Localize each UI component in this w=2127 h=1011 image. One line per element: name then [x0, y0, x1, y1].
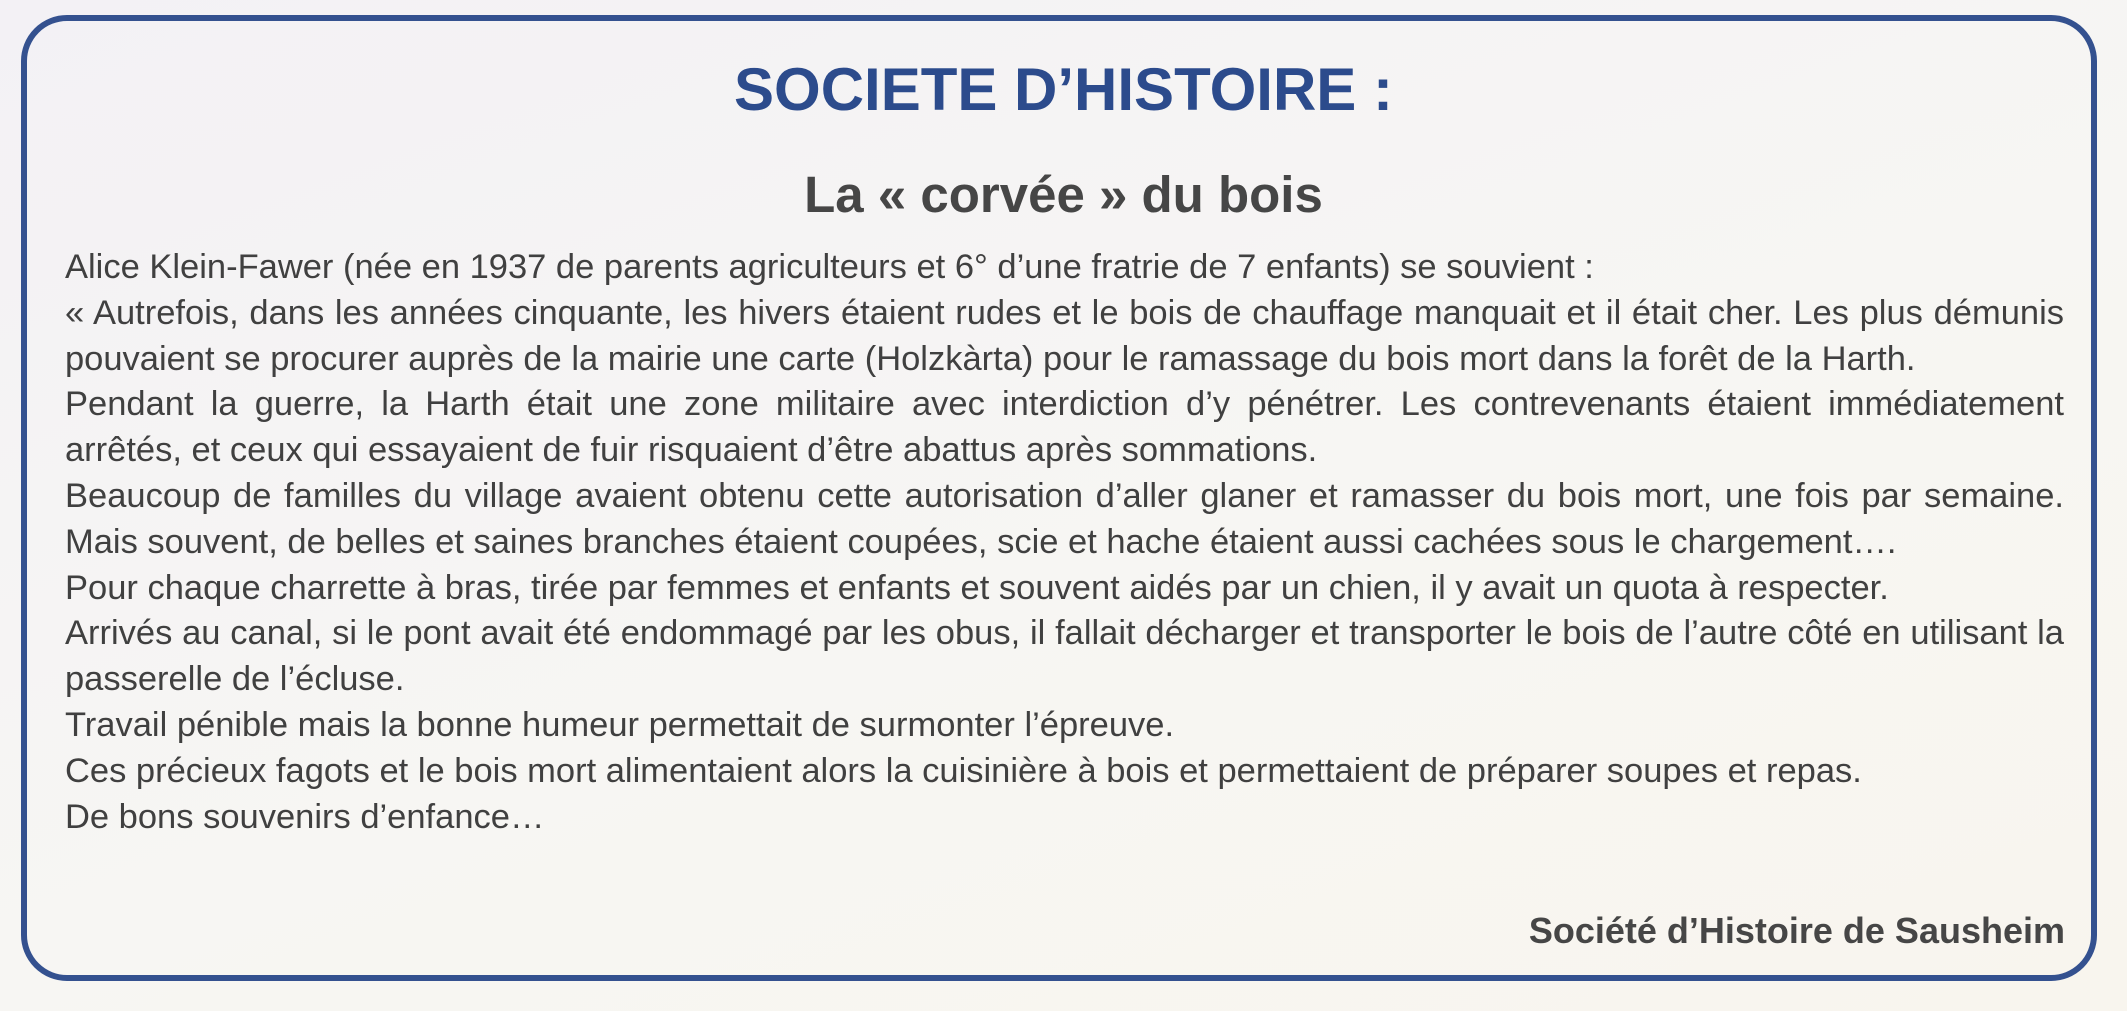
- page-title: SOCIETE D’HISTOIRE :: [734, 56, 1393, 123]
- paragraph-travail: Travail pénible mais la bonne humeur permettait de surmonter l’épreuve.: [65, 705, 1175, 744]
- paragraph-autrefois: « Autrefois, dans les années cinquante, les hivers étaient rudes et le bois de chauffage manquait et il était cher. Les plus démunis pouvaient se procurer auprès de la mairie une carte (Holzkàrta) pour le ramassage du bois mort dans la forêt de la Harth.: [65, 293, 2064, 378]
- paragraph-intro: Alice Klein-Fawer (née en 1937 de parents agriculteurs et 6° d’une fratrie de 7 enfants) se souvient :: [65, 248, 1594, 286]
- paragraph-familles: Beaucoup de familles du village avaient obtenu cette autorisation d’aller glaner et ramasser du bois mort, une fois par semaine. Mais souvent, de belles et saines branches étaient coupées, scie et hache étaient aussi cachées sous le chargement….: [65, 476, 2064, 561]
- signature: Société d’Histoire de Sausheim: [1528, 910, 2065, 951]
- paragraph-souvenirs: De bons souvenirs d’enfance…: [65, 797, 545, 836]
- paragraph-fagots: Ces précieux fagots et le bois mort alimentaient alors la cuisinière à bois et permettaient de préparer soupes et repas.: [65, 751, 1862, 790]
- article-body: [65, 245, 2064, 840]
- paragraph-canal: Arrivés au canal, si le pont avait été endommagé par les obus, il fallait décharger et transporter le bois de l’autre côté en utilisant la passerelle de l’écluse.: [65, 614, 2064, 699]
- paragraph-charrette: Pour chaque charrette à bras, tirée par femmes et enfants et souvent aidés par un chien, il y avait un quota à respecter.: [65, 568, 1889, 607]
- article-subtitle: La « corvée » du bois: [804, 166, 1323, 223]
- paragraph-guerre: Pendant la guerre, la Harth était une zone militaire avec interdiction d’y pénétrer. Les contrevenants étaient immédiatement arrêtés, et ceux qui essayaient de fuir risquaient d’être abattus après sommations.: [65, 385, 2064, 470]
